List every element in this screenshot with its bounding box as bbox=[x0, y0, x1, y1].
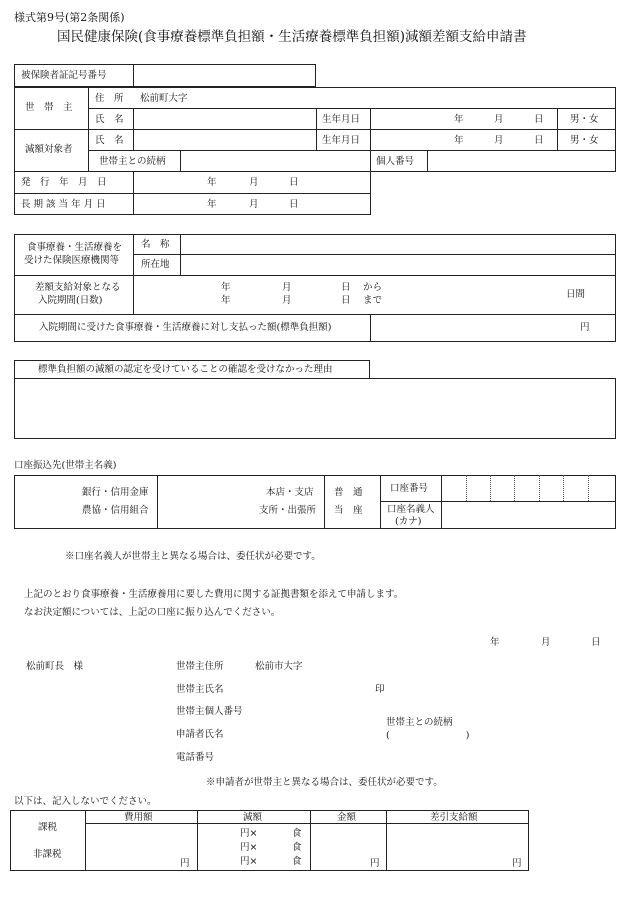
year-label: 年 bbox=[221, 282, 231, 293]
year-label: 年 bbox=[454, 135, 464, 146]
account-type-2[interactable]: 当 座 bbox=[334, 505, 363, 516]
hh-name-label: 世帯主氏名 bbox=[176, 684, 224, 695]
applicant-relation-field[interactable]: ( ) bbox=[386, 730, 470, 741]
reduction-meals-1: 食 bbox=[292, 828, 302, 839]
month-label: 月 bbox=[282, 295, 292, 306]
year-label: 年 bbox=[221, 295, 231, 306]
reduction-yen-1: 円× bbox=[240, 828, 258, 839]
day-label: 日 bbox=[341, 295, 351, 306]
householder-gender[interactable]: 男・女 bbox=[570, 114, 599, 125]
year-label: 年 bbox=[454, 114, 464, 125]
day-label: 日 bbox=[534, 114, 544, 125]
applicant-relation-label: 世帯主との続柄 bbox=[386, 717, 453, 728]
reason-field[interactable] bbox=[14, 378, 616, 439]
address-value[interactable]: 松前町大字 bbox=[140, 93, 188, 104]
branch-type-1[interactable]: 本店・支店 bbox=[266, 487, 314, 498]
target-birthdate-label: 生年月日 bbox=[322, 135, 361, 146]
account-type-1[interactable]: 普 通 bbox=[334, 487, 363, 498]
institution-location-field[interactable] bbox=[181, 255, 615, 274]
statement-line-1: 上記のとおり食事療養・生活療養用に要した費用に関する証拠書類を添えて申請します。 bbox=[24, 589, 404, 600]
day-label: 日 bbox=[289, 177, 299, 188]
branch-type-2[interactable]: 支所・出張所 bbox=[259, 505, 317, 516]
page-title: 国民健康保険(食事療養標準負担額・生活療養標準負担額)減額差額支給申請書 bbox=[57, 29, 527, 45]
day-label: 日 bbox=[289, 199, 299, 210]
day-label: 日 bbox=[534, 135, 544, 146]
target-gender[interactable]: 男・女 bbox=[570, 135, 599, 146]
month-label: 月 bbox=[249, 177, 259, 188]
statement-line-2: なお決定額については、上記の口座に振り込んでください。 bbox=[24, 607, 281, 618]
period-label-2: 入院期間(日数) bbox=[38, 295, 103, 306]
institution-label-1: 食事療養・生活療養を bbox=[27, 242, 123, 253]
target-label: 減額対象者 bbox=[25, 144, 73, 155]
period-label-1: 差額支給対象となる bbox=[35, 282, 121, 293]
applicant-note: ※申請者が世帯主と異なる場合は、委任状が必要です。 bbox=[206, 777, 443, 788]
year-label: 年 bbox=[207, 177, 217, 188]
hh-address-label: 世帯主住所 bbox=[176, 661, 224, 672]
application-day-label: 日 bbox=[591, 637, 601, 648]
month-label: 月 bbox=[282, 282, 292, 293]
phone-label: 電話番号 bbox=[176, 752, 215, 763]
long-term-date-label: 長 期 該 当 年 月 日 bbox=[21, 199, 106, 210]
seal-mark: 印 bbox=[375, 684, 385, 695]
blank-area bbox=[371, 172, 617, 217]
non-taxed-label: 非課税 bbox=[33, 849, 62, 860]
paid-amount-field[interactable] bbox=[371, 315, 615, 341]
account-holder-kana-label: (カナ) bbox=[395, 516, 422, 527]
issue-date-label: 発 行 年 月 日 bbox=[21, 177, 107, 188]
bank-type-1[interactable]: 銀行・信用金庫 bbox=[82, 487, 149, 498]
insured-number-label: 被保険者証記号番号 bbox=[21, 70, 107, 81]
bank-section-label: 口座振込先(世帯主名義) bbox=[14, 460, 117, 471]
householder-birthdate-label: 生年月日 bbox=[322, 114, 361, 125]
yen-label: 円 bbox=[580, 322, 590, 333]
institution-name-field[interactable] bbox=[181, 235, 615, 253]
account-number-field[interactable] bbox=[442, 476, 615, 500]
cost-yen: 円 bbox=[180, 858, 190, 869]
insured-number-field[interactable] bbox=[134, 65, 315, 86]
reduction-yen-3: 円× bbox=[240, 856, 258, 867]
paid-amount-label: 入院期間に受けた食事療養・生活療養に対し支払った額(標準負担額) bbox=[39, 322, 332, 333]
bank-type-2[interactable]: 農協・信用組合 bbox=[82, 505, 149, 516]
reduction-yen-2: 円× bbox=[240, 842, 258, 853]
account-number-label: 口座番号 bbox=[390, 483, 429, 494]
bank-note: ※口座名義人が世帯主と異なる場合は、委任状が必要です。 bbox=[65, 551, 321, 562]
institution-name-label: 名 称 bbox=[141, 239, 170, 250]
personal-number-label: 個人番号 bbox=[376, 156, 415, 167]
hh-personal-number-label: 世帯主個人番号 bbox=[176, 706, 243, 717]
from-label: から bbox=[363, 282, 383, 293]
applicant-name-label: 申請者氏名 bbox=[176, 729, 224, 740]
application-month-label: 月 bbox=[541, 637, 551, 648]
cost-header: 費用額 bbox=[124, 812, 153, 823]
year-label: 年 bbox=[207, 199, 217, 210]
householder-label: 世 帯 主 bbox=[25, 102, 73, 113]
form-number: 様式第9号(第2条関係) bbox=[14, 11, 125, 24]
amount-yen: 円 bbox=[370, 858, 380, 869]
net-yen: 円 bbox=[512, 858, 522, 869]
account-holder-field[interactable] bbox=[442, 502, 615, 528]
office-use-note: 以下は、記入しないでください。 bbox=[14, 796, 157, 807]
until-label: まで bbox=[363, 295, 383, 306]
amount-header: 金額 bbox=[337, 812, 357, 823]
month-label: 月 bbox=[494, 135, 504, 146]
hh-address-value[interactable]: 松前市大字 bbox=[255, 661, 303, 672]
application-year-label: 年 bbox=[490, 637, 500, 648]
reduction-header: 減額 bbox=[243, 812, 263, 823]
relation-label: 世帯主との続柄 bbox=[99, 156, 166, 167]
net-header: 差引支給額 bbox=[430, 812, 478, 823]
days-label: 日間 bbox=[566, 289, 586, 300]
householder-name-label: 氏 名 bbox=[95, 114, 124, 125]
address-label: 住 所 bbox=[95, 93, 124, 104]
reduction-meals-2: 食 bbox=[292, 842, 302, 853]
addressee: 松前町長 様 bbox=[26, 661, 84, 672]
institution-label-2: 受けた保険医療機関等 bbox=[24, 255, 120, 266]
reduction-meals-3: 食 bbox=[292, 856, 302, 867]
month-label: 月 bbox=[249, 199, 259, 210]
target-name-label: 氏 名 bbox=[95, 135, 124, 146]
account-holder-label: 口座名義人 bbox=[387, 504, 435, 515]
month-label: 月 bbox=[494, 114, 504, 125]
institution-location-label: 所在地 bbox=[141, 259, 170, 270]
taxed-label: 課税 bbox=[38, 822, 58, 833]
day-label: 日 bbox=[341, 282, 351, 293]
reason-label: 標準負担額の減額の認定を受けていることの確認を受けなかった理由 bbox=[38, 364, 333, 375]
